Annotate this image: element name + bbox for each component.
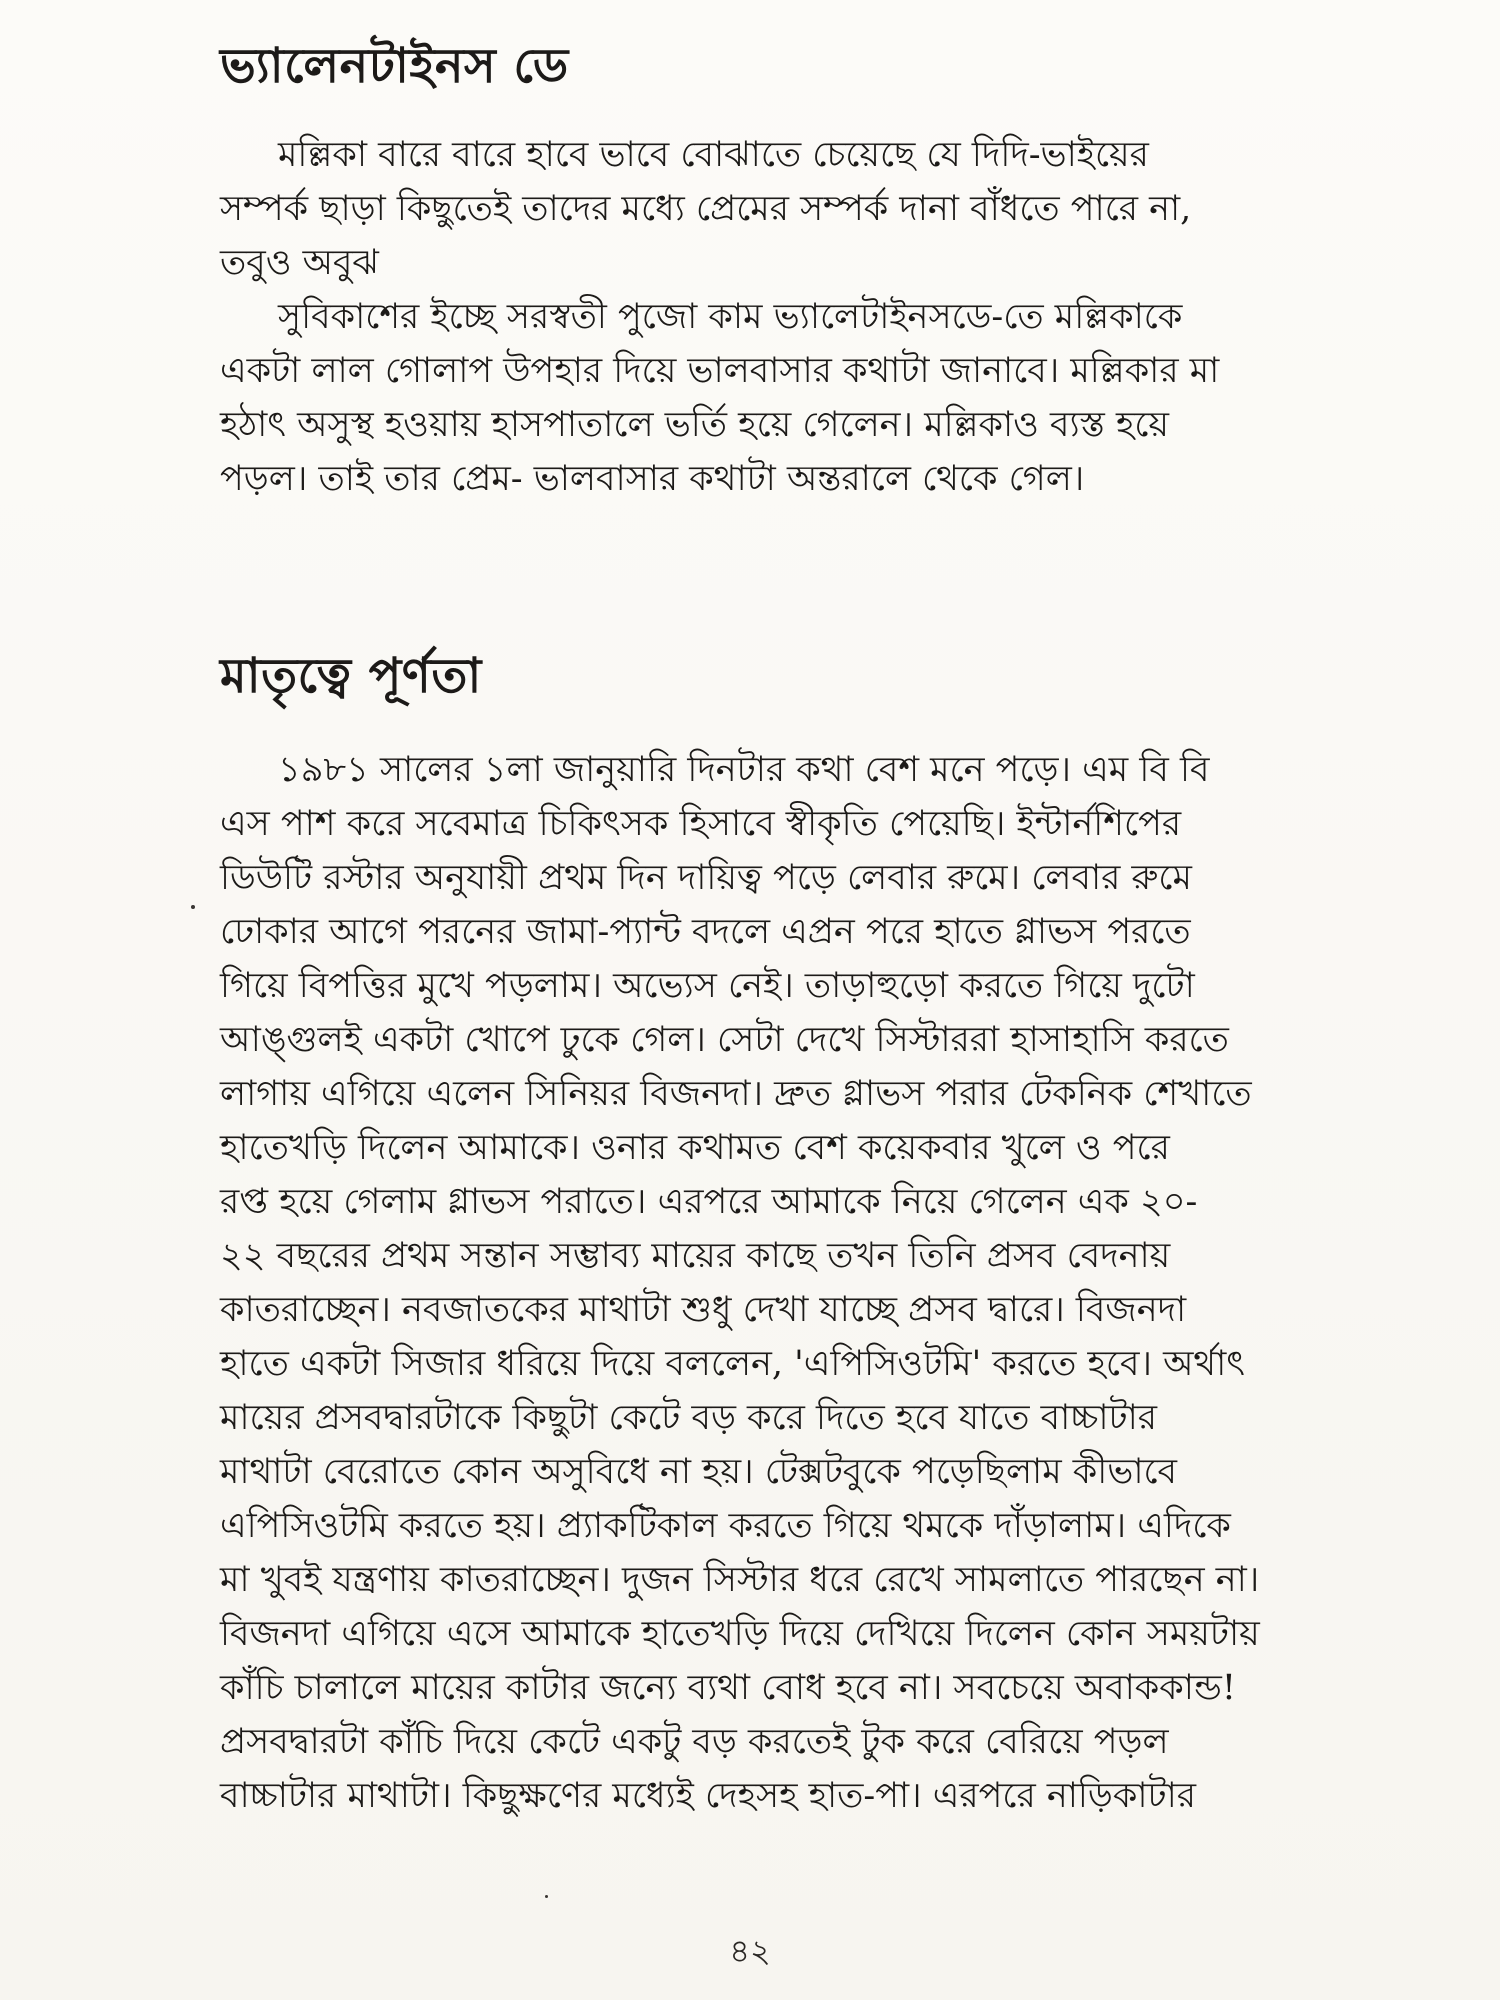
section-title-motherhood: মাতৃত্বে পূর্ণতা [220, 648, 482, 704]
section1-paragraph-2 [220, 290, 1295, 506]
section-motherhood [220, 648, 1295, 706]
text-line: সম্পর্ক ছাড়া কিছুতেই তাদের মধ্যে প্রেমের সম্পর্ক দানা বাঁধতে পারে না, [220, 189, 1192, 229]
section-title-valentines-day: ভ্যালেনটাইনস ডে [220, 38, 569, 94]
text-line: মায়ের প্রসবদ্বারটাকে কিছুটা কেটে বড় করে দিতে হবে যাতে বাচ্চাটার [220, 1398, 1157, 1438]
section1-paragraph-1 [220, 128, 1295, 290]
text-line: হঠাৎ অসুস্থ হওয়ায় হাসপাতালে ভর্তি হয়ে গেলেন। মল্লিকাও ব্যস্ত হয়ে [220, 405, 1170, 445]
text-line: একটা লাল গোলাপ উপহার দিয়ে ভালবাসার কথাটা জানাবে। মল্লিকার মা [220, 351, 1220, 391]
section-valentines-day [220, 38, 1295, 96]
text-line: বাচ্চাটার মাথাটা। কিছুক্ষণের মধ্যেই দেহসহ হাত-পা। এরপরে নাড়িকাটার [220, 1776, 1196, 1816]
scan-speck [191, 905, 195, 909]
text-line: লাগায় এগিয়ে এলেন সিনিয়র বিজনদা। দ্রুত গ্লাভস পরার টেকনিক শেখাতে [220, 1074, 1252, 1114]
text-line: রপ্ত হয়ে গেলাম গ্লাভস পরাতে। এরপরে আমাকে নিয়ে গেলেন এক ২০- [220, 1182, 1198, 1222]
text-line: ডিউটি রস্টার অনুযায়ী প্রথম দিন দায়িত্ব পড়ে লেবার রুমে। লেবার রুমে [220, 858, 1192, 898]
text-line: সুবিকাশের ইচ্ছে সরস্বতী পুজো কাম ভ্যালেটাইনসডে-তে মল্লিকাকে [278, 297, 1183, 337]
text-line: বিজনদা এগিয়ে এসে আমাকে হাতেখড়ি দিয়ে দেখিয়ে দিলেন কোন সময়টায় [220, 1614, 1260, 1654]
text-line: ১৯৮১ সালের ১লা জানুয়ারি দিনটার কথা বেশ মনে পড়ে। এম বি বি [278, 750, 1210, 790]
text-line: কাতরাচ্ছেন। নবজাতকের মাথাটা শুধু দেখা যাচ্ছে প্রসব দ্বারে। বিজনদা [220, 1290, 1187, 1330]
section2-paragraph-1 [220, 743, 1295, 1823]
text-line: মাথাটা বেরোতে কোন অসুবিধে না হয়। টেক্সটবুকে পড়েছিলাম কীভাবে [220, 1452, 1178, 1492]
text-line: প্রসবদ্বারটা কাঁচি দিয়ে কেটে একটু বড় করতেই টুক করে বেরিয়ে পড়ল [220, 1722, 1169, 1762]
text-line: পড়ল। তাই তার প্রেম- ভালবাসার কথাটা অন্তরালে থেকে গেল। [220, 459, 1085, 499]
page-number: ৪২ [729, 1932, 771, 1970]
text-line: তবুও অবুঝ [220, 243, 379, 283]
text-line: মা খুবই যন্ত্রণায় কাতরাচ্ছেন। দুজন সিস্টার ধরে রেখে সামলাতে পারছেন না। [220, 1560, 1260, 1600]
text-line: ২২ বছরের প্রথম সন্তান সম্ভাব্য মায়ের কাছে তখন তিনি প্রসব বেদনায় [220, 1236, 1171, 1276]
text-line: এস পাশ করে সবেমাত্র চিকিৎসক হিসাবে স্বীকৃতি পেয়েছি। ইন্টার্নশিপের [220, 804, 1182, 844]
text-line: হাতে একটা সিজার ধরিয়ে দিয়ে বললেন, 'এপিসিওটমি' করতে হবে। অর্থাৎ [220, 1344, 1245, 1384]
text-line: গিয়ে বিপত্তির মুখে পড়লাম। অভ্যেস নেই। তাড়াহুড়ো করতে গিয়ে দুটো [220, 966, 1195, 1006]
scan-speck [545, 1895, 548, 1898]
text-line: মল্লিকা বারে বারে হাবে ভাবে বোঝাতে চেয়েছে যে দিদি-ভাইয়ের [278, 135, 1149, 175]
text-line: ঢোকার আগে পরনের জামা-প্যান্ট বদলে এপ্রন পরে হাতে গ্লাভস পরতে [220, 912, 1191, 952]
text-line: আঙ্গুলই একটা খোপে ঢুকে গেল। সেটা দেখে সিস্টাররা হাসাহাসি করতে [220, 1020, 1229, 1060]
text-line: কাঁচি চালালে মায়ের কাটার জন্যে ব্যথা বোধ হবে না। সবচেয়ে অবাককান্ড! [220, 1668, 1236, 1708]
text-line: হাতেখড়ি দিলেন আমাকে। ওনার কথামত বেশ কয়েকবার খুলে ও পরে [220, 1128, 1170, 1168]
text-line: এপিসিওটমি করতে হয়। প্র্যাকটিকাল করতে গিয়ে থমকে দাঁড়ালাম। এদিকে [220, 1506, 1231, 1546]
